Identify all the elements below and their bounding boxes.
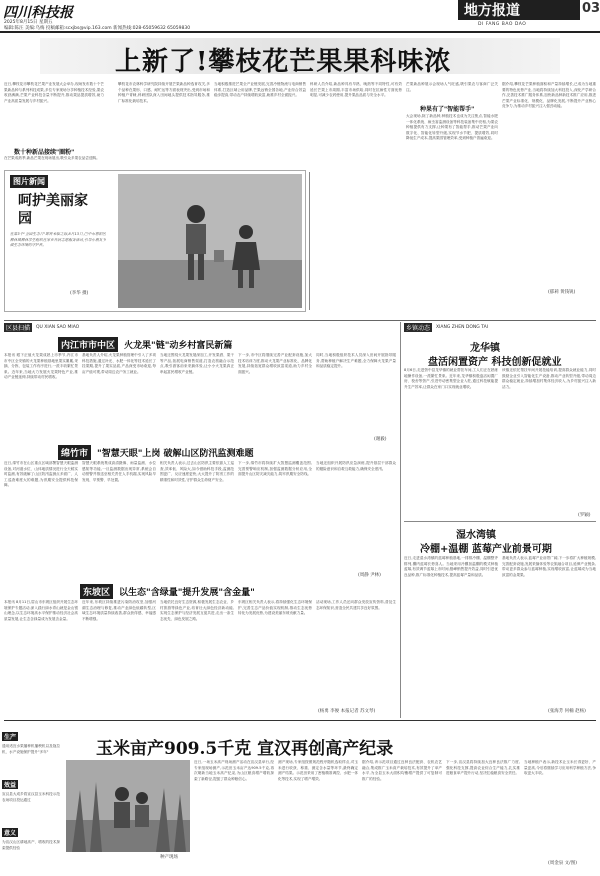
photo-news-caption: 在第3个"全国生态日"即将来临之际,8月13日,巴中市恩阳区柳林镇柳林学生组织在家乡开展志愿服务活动,引导小朋友争做生态环境的守护者。 (10, 232, 106, 248)
horizontal-divider-mid (4, 320, 596, 321)
vertical-divider-mid (400, 322, 401, 718)
bottom-body-col4: 下一步,宣汉县将持续加大良种良法推广力度,强化科技支撑,提高农业综合生产能力,扎实推进粮食单产提升行动,坚决扛稳粮食安全责任。 (446, 760, 520, 776)
township-section-pinyin: XIANG ZHEN DONG TAI (436, 325, 488, 330)
mianzhu-body-col1: 近日,绵竹市在山区重点区域部署智慧天眼监测设备,对河道水位、山体地质情况进行全天候实时监测,有效破解了山区防汛监测点多面广、人工巡查难度大的难题,为汛期安全提供科技保障。 (4, 461, 78, 488)
sidebar-item-text: 宣汉县大成乡将宣汉县玉米科技示范农场项目投运通过 (2, 792, 60, 802)
longhua-credit: (罗颖) (578, 513, 591, 518)
longhua-body-col1: 8月6日,走进资中县龙华镇的就业帮扶车间,工人们正在熟练地操作设备,一派繁忙景象。近年来,龙华镇积极盘活闲置厂房、校舍等资产,引进劳动密集型企业入驻,通过科技赋能提升生产效率,让群众在家门口实现就业增收。 (404, 368, 498, 389)
bottom-body-col3: 据介绍,该示范项目通过良种良法配套、农机农艺融合,集成推广玉米高产栽培技术,有效提升了单产水平,为全县玉米大面积均衡增产提供了可复制可推广的经验。 (362, 760, 442, 781)
dongpo-headline: 以生态"含绿量"提升发展"含金量" (119, 588, 255, 598)
sidebar-item (2, 820, 60, 876)
sidebar-item-text: 通用适宜水果播种机播秧机以及拖拉机、水产设施保护提升"多年" (2, 744, 60, 754)
neijiang-body-col4: 下一步,市中区将继续完善产业配套设施,加大技术培训力度,推动火龙果产业标准化、品牌化发展,持续拓宽群众增收致富渠道,助力乡村全面振兴。 (238, 353, 312, 374)
vertical-divider-top (309, 172, 310, 310)
neijiang-body-col3: 当地还围绕火龙果发展深加工,开发果酒、果干等产品,拓展电商销售渠道,打造农旅融合示范点,吸引游客前来采摘体验,让小小火龙果真正串起富民增收产业链。 (160, 353, 234, 374)
bottom-headline: 玉米亩产909.5千克 宣汉再创高产纪录 (96, 739, 394, 759)
sidebar-item-text: 为宣汉山区耕地高产、增收的技术探索提供经验 (2, 840, 60, 850)
longhua-town: 龙华镇 (470, 343, 500, 354)
neijiang-headline: 火龙果"链"动乡村富民新篇 (124, 341, 233, 351)
bottom-photo-caption: 种产现场 (160, 855, 178, 860)
corn-harvest-photo-icon (66, 760, 190, 852)
shiwan-headline: 冷棚+温棚 蓝莓产业前景可期 (420, 544, 552, 555)
shiwan-body-col1: 近日,走进湿水湾镇的蓝莓种植基地,一排排冷棚、温棚整齐排列,棚内蓝莓长势喜人。当地采用冷棚加温棚的模式种植蓝莓,有效调节蓝莓上市时间,错峰销售提升效益,同时引进优良品种,推广标准化种植技术,提高蓝莓产量和品质。 (404, 556, 498, 577)
mianzhu-body-col2: 智慧天眼系统集成高清摄像、雨量监测、水位感知等功能,一旦监测数据出现异常,系统会自动预警并推送至相关责任人手机端,实现风险早发现、早预警、早处置。 (82, 461, 156, 482)
mianzhu-body-col3: 相关负责人表示,过去山区防汛主要依靠人工巡查,效率低、风险大,如今借助科技手段,监测范围更广、反应速度更快,大大提升了防汛工作的精准性和时效性,守护群众生命财产安全。 (160, 461, 234, 482)
scan-section-pinyin: QU XIAN SAO MIAO (36, 325, 80, 330)
longhua-headline: 盘活闲置资产 科技创新促就业 (428, 357, 562, 368)
top-story-body-col5b: 大会现场,除了新品种,种植技术也成为关注焦点,智能水肥一体化系统、病虫害监测设备等科技装备集中亮相,为果农种植提供有力支撑,让种果有了智能帮手,推动芒果产业向数字化、智能化转型升级,实现节水节肥、提质增效,同时降低生产成本,提高果园管理效率,受到种植户普遍欢迎。 (406, 114, 498, 141)
scan-section-label: 区县扫描 (6, 325, 31, 332)
section-title: 地方报道 (464, 3, 520, 19)
neijiang-header (58, 337, 232, 352)
shiwan-credit: (张海芳 何楠 赵杨) (548, 709, 586, 714)
sidebar-item-tag: 意义 (4, 830, 17, 837)
neijiang-credit: (谢毅) (374, 437, 387, 442)
neijiang-body-col1: 本报讯 眼下正值火龙果成熟上市季节,内江市市中区全安镇的火龙果种植基地里果实累累,采摘、分拣、包装工作有序进行,一派丰收繁忙景象。近年来,当地大力发展火龙果特色产业,推动产业链延伸,持续带动村民增收。 (4, 353, 78, 380)
top-story-body-col1b: 在芒果成熟季,新品芒果在现场展出,吸引众多果农品尝选购。 (4, 156, 100, 160)
bottom-body-col1: 近日,一场玉米高产现场测产活动在宣汉县举行,经专家组现场测产,示范田玉米亩产达909.5千克,再次刷新当地玉米高产纪录,为山区粮食增产增收探索了新路径,提振了群众种粮信心。 (194, 760, 274, 781)
bottom-photo (66, 760, 190, 852)
bottom-body-col2: 测产现场,专家组按照规范程序随机选取样点,对玉米进行收获、称重、测定含水量等环节,最终确定测产结果。示范田采用了密植精准调控、水肥一体化等技术,实现了增产增效。 (278, 760, 358, 781)
section-title-box (458, 0, 580, 20)
sidebar (0, 724, 62, 870)
mianzhu-city-label: 绵竹市 (58, 445, 91, 460)
top-story-body-col1: 近日,攀枝花市攀枝花芒果产业发展大会举办,现场发布数十个芒果新品种与系列科技成果,多位专家现场分享种植技术经验,果农收获满满,芒果产业科技含量不断提升,推动果品提质增效,助力产业高质量发展与乡村振兴。 (4, 82, 104, 103)
shiwan-town: 湿水湾镇 (456, 530, 496, 541)
editor-line: 编辑:陈汪 美编:乌梅 投稿邮箱:scxjbs@vip.163.com 新闻热线:028-65059632 65059830 (4, 26, 191, 31)
masthead (0, 0, 600, 32)
divider-longhua-shiwan (404, 521, 596, 522)
mianzhu-body-col4: 下一步,绵竹市将持续扩大智慧监测覆盖范围,完善预警响应机制,加强监测数据分析应用,全面提升山区防灾减灾能力,筑牢汛期安全防线。 (238, 461, 312, 477)
top-story-body-col5: 芒果新品种展示会现场人气旺盛,吸引果农与客商广泛关注。 (406, 82, 498, 92)
top-story-body-col4: 科研人员介绍,新品种具有早熟、晚熟等不同特性,可有效延长芒果上市周期,丰富市场供给,同时在抗病性方面优势明显,可减少农药使用,提升果品品质与安全水平。 (310, 82, 402, 98)
top-story-subhead-2: 种果有了"智能帮手" (420, 106, 475, 113)
dongpo-body-col4: 东坡区相关负责人表示,将持续强化生态环境保护,完善生态产品价值实现机制,推动生态优势转化为发展优势,为建设美丽东坡贡献力量。 (238, 600, 312, 616)
top-headline: 上新了!攀枝花芒果果科味浓 (115, 47, 452, 77)
mianzhu-credit: (周静 尹林) (358, 573, 381, 578)
neijiang-body-col2: 基地负责人介绍,火龙果种植管理中引入了多项科技措施,通过补光、水肥一体化等技术延长了挂果期,提升了果实品质,产品深受市场欢迎,每亩产值可观,带动周边农户务工就业。 (82, 353, 156, 374)
top-story-body-col2: 攀枝花市农林科学研究院持续开展芒果新品种选育攻关,多个品种在果形、口感、耐贮运等方面表现突出,受到市场和种植户青睐,科研团队深入田间地头提供技术指导服务,推广标准化栽培技术。 (118, 82, 210, 103)
masthead-rule (0, 31, 600, 33)
dongpo-city-label: 东坡区 (80, 584, 113, 599)
township-section-label: 乡镇动态 (406, 325, 431, 332)
neijiang-city-label: 内江市市中区 (58, 337, 118, 352)
horizontal-divider-bottom (4, 720, 596, 721)
sidebar-item-tag: 效益 (4, 782, 17, 789)
mianzhu-header (58, 445, 254, 460)
scan-section-header (4, 323, 79, 332)
dongpo-credit: (杨勇 李俊 本报记者 苏文琴) (318, 709, 376, 714)
bottom-credit: (周金泉 文/图) (548, 861, 577, 866)
newspaper-name: 四川科技报 (3, 5, 73, 21)
longhua-body-col2: 该镇还依托帮扶车间开展技能培训,提高群众就业能力,同时鼓励企业引入智能化生产设备,推动产业转型升级,带动周边群众稳定就业,持续增加村集体经济收入,为乡村振兴注入新活力。 (502, 368, 596, 389)
dongpo-header (80, 584, 255, 599)
children-photo-icon (118, 174, 302, 308)
township-section-header (404, 323, 488, 332)
date-line: 2025年8月15日 星期五 (4, 20, 53, 25)
shiwan-body-col2: 基地负责人表示,蓝莓产业前景广阔,下一步将扩大种植规模,完善配套设施,发展采摘体验等农旅融合项目,延伸产业链条,带动更多群众参与蓝莓种植,实现增收致富,让蓝莓成为当地致富的金果果。 (502, 556, 596, 577)
bottom-body-col5: 当地种植户表示,新技术让玉米长得更好、产量更高,今后将继续学习应用科学种植方法,争取更大丰收。 (524, 760, 596, 776)
top-story-body-col3: 当地积极推进芒果全产业链发展,完善冷链物流与电商销售体系,打造区域公用品牌,芒果远销全国各地,产业综合效益稳步提高,带动农户持续增收致富,助推乡村全面振兴。 (214, 82, 306, 98)
top-story-body-col6: 据介绍,攀枝花芒果种植面积和产量持续增长,已成为当地重要的特色优势产业,当地将持续加大科技投入,深化产学研合作,完善技术推广服务体系,加快新品种新技术推广应用,推进芒果产业标准化、规模化、品牌化发展,不断提升产业核心竞争力,为推动乡村振兴注入强劲动能。 (502, 82, 596, 109)
neijiang-body-col5: 同时,当地积极组织技术人员深入田间开展指导服务,帮助种植户解决生产难题,全力保障火龙果产量和品质稳定提升。 (316, 353, 396, 369)
photo-news-title: 呵护美丽家园 (18, 193, 88, 227)
mianzhu-body-col5: 当地还组织开展防汛应急演练,提升基层干部群众的避险意识和自救互救能力,确保安全度汛。 (316, 461, 396, 471)
sidebar-item-tag: 生产 (4, 734, 17, 741)
dongpo-body-col3: 当地依托良好生态资源,积极发展生态农业、乡村旅游等绿色产业,培育壮大绿色经济新动能,实现生态保护与经济发展互促共进,走出一条生态优先、绿色发展之路。 (160, 600, 234, 621)
dongpo-body-col1: 本报讯 8月11日,眉山市东坡区组织开展生态环境保护专题活动,深入践行绿水青山就是金山银山理念,以生态环境高水平保护推动经济社会高质量发展,让生态含绿量成为发展含金量。 (4, 600, 78, 621)
photo-news-label: 图片新闻 (10, 175, 48, 188)
section-pinyin: DI FANG BAO DAO (478, 22, 527, 27)
dongpo-body-col5: 活动现场,工作人员还向群众发放宣传资料,普及生态环保知识,营造全民共建共享良好氛围。 (316, 600, 396, 610)
top-story-credit: (郁莉 黄钱锐) (548, 290, 576, 295)
top-story-subhead-1: 数十种新品接续"圈粉" (14, 149, 75, 156)
page-number: 03 (582, 1, 600, 16)
mianzhu-headline: "智慧天眼"上岗 破解山区防汛监测难题 (97, 449, 254, 459)
photo-news-credit: (李华 摄) (70, 291, 89, 296)
photo-news-image (118, 174, 302, 308)
dongpo-body-col2: 近年来,东坡区持续推进污染防治攻坚,加强河湖生态治理与修复,推动产业绿色低碳转型,区域生态环境质量持续改善,群众获得感、幸福感不断增强。 (82, 600, 156, 621)
